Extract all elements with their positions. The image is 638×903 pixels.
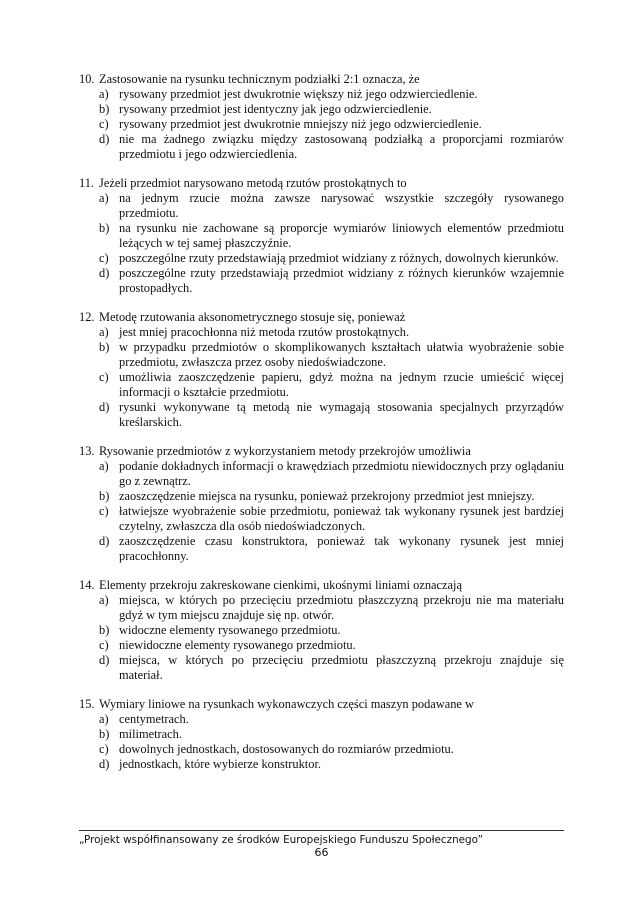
question-number: 12. [79,310,95,324]
question-header [79,578,564,593]
answer-option [99,638,564,653]
answer-option [99,727,564,742]
question-number: 15. [79,697,95,711]
question-14 [79,578,564,683]
question-text: Rysowanie przedmiotów z wykorzystaniem metody przekrojów umożliwia [99,444,471,458]
answer-letter: b) [99,727,110,741]
question-text: Zastosowanie na rysunku technicznym podziałki 2:1 oznacza, że [99,72,420,86]
answer-letter: a) [99,325,109,339]
page-number: 66 [314,846,329,859]
question-text: Jeżeli przedmiot narysowano metodą rzutów prostokątnych to [99,176,407,190]
answer-text: centymetrach. [119,712,189,726]
question-text: Metodę rzutowania aksonometrycznego stosuje się, ponieważ [99,310,406,324]
footer-divider [79,830,564,831]
answer-letter: b) [99,102,110,116]
answer-text: widoczne elementy rysowanego przedmiotu. [119,623,341,637]
answer-text: podanie dokładnych informacji o krawędziach przedmiotu niewidocznych przy oglądaniu go z zewnątrz. [119,459,564,488]
answer-letter: b) [99,340,110,354]
answer-text: na jednym rzucie można zawsze narysować wszystkie szczegóły rysowanego przedmiotu. [119,191,564,220]
answer-letter: d) [99,132,110,146]
answer-text: na rysunku nie zachowane są proporcje wymiarów liniowych elementów przedmiotu leżących w tej samej płaszczyźnie. [119,221,564,250]
answer-letter: a) [99,87,109,101]
answer-text: miejsca, w których po przecięciu przedmiotu płaszczyzną przekroju znajduje się materiał. [119,653,564,682]
answer-option [99,653,564,683]
answer-letter: c) [99,251,109,265]
question-13 [79,444,564,564]
answer-option [99,132,564,162]
answer-letter: b) [99,221,110,235]
answer-option [99,325,564,340]
question-text: Elementy przekroju zakreskowane cienkimi, ukośnymi liniami oznaczają [99,578,462,592]
answer-option [99,459,564,489]
answer-letter: d) [99,653,110,667]
answer-letter: d) [99,400,110,414]
answer-text: jednostkach, które wybierze konstruktor. [119,757,321,771]
answer-letter: a) [99,712,109,726]
answer-list [79,459,564,564]
answer-option [99,757,564,772]
answer-letter: c) [99,117,109,131]
question-10 [79,72,564,162]
answer-option [99,400,564,430]
answer-letter: b) [99,489,110,503]
answer-option [99,266,564,296]
answer-letter: a) [99,593,109,607]
answer-text: niewidoczne elementy rysowanego przedmiotu. [119,638,356,652]
answer-letter: d) [99,534,110,548]
footer-funding-note: „Projekt współfinansowany ze środków Europejskiego Funduszu Społecznego” [79,834,484,846]
question-header [79,310,564,325]
answer-text: nie ma żadnego związku między zastosowaną podziałką a proporcjami rozmiarów przedmiotu i jego odzwierciedlenia. [119,132,564,161]
answer-letter: c) [99,742,109,756]
answer-option [99,712,564,727]
answer-text: umożliwia zaoszczędzenie papieru, gdyż można na jednym rzucie umieścić więcej informacji o kształcie przedmiotu. [119,370,564,399]
question-12 [79,310,564,430]
answer-option [99,191,564,221]
answer-text: rysowany przedmiot jest identyczny jak jego odzwierciedlenie. [119,102,432,116]
answer-option [99,340,564,370]
answer-text: poszczególne rzuty przedstawiają przedmiot widziany z różnych kierunków wzajemnie prostopadłych. [119,266,564,295]
question-15 [79,697,564,772]
question-number: 10. [79,72,95,86]
question-number: 14. [79,578,95,592]
answer-text: w przypadku przedmiotów o skomplikowanych kształtach ułatwia wyobrażenie sobie przedmiotu, zwłaszcza przez osoby niedoświadczone. [119,340,564,369]
answer-letter: a) [99,459,109,473]
answer-option [99,504,564,534]
answer-option [99,534,564,564]
answer-letter: c) [99,504,109,518]
answer-text: miejsca, w których po przecięciu przedmiotu płaszczyzną przekroju nie ma materiału gdyż w tym miejscu znajduje się np. otwór. [119,593,564,622]
answer-text: zaoszczędzenie czasu konstruktora, ponieważ tak wykonany rysunek jest mniej pracochłonny. [119,534,564,563]
question-header [79,697,564,712]
answer-text: zaoszczędzenie miejsca na rysunku, ponieważ przekrojony przedmiot jest mniejszy. [119,489,535,503]
answer-text: milimetrach. [119,727,182,741]
answer-text: łatwiejsze wyobrażenie sobie przedmiotu, ponieważ tak wykonany rysunek jest bardziej czytelny, zwłaszcza dla osób niedoświadczonych. [119,504,564,533]
answer-list [79,87,564,162]
answer-option [99,489,564,504]
answer-text: poszczególne rzuty przedstawiają przedmiot widziany z różnych, dowolnych kierunków. [119,251,559,265]
question-11 [79,176,564,296]
answer-option [99,370,564,400]
answer-letter: b) [99,623,110,637]
answer-letter: d) [99,266,110,280]
answer-list [79,593,564,683]
answer-text: rysunki wykonywane tą metodą nie wymagają stosowania specjalnych przyrządów kreślarskich. [119,400,564,429]
answer-text: dowolnych jednostkach, dostosowanych do rozmiarów przedmiotu. [119,742,454,756]
answer-option [99,102,564,117]
question-number: 11. [79,176,95,190]
answer-letter: a) [99,191,109,205]
question-header [79,72,564,87]
answer-option [99,623,564,638]
answer-text: rysowany przedmiot jest dwukrotnie większy niż jego odzwierciedlenie. [119,87,478,101]
answer-list [79,325,564,430]
answer-option [99,593,564,623]
answer-option [99,87,564,102]
answer-option [99,742,564,757]
answer-list [79,191,564,296]
answer-text: rysowany przedmiot jest dwukrotnie mniejszy niż jego odzwierciedlenie. [119,117,482,131]
question-header [79,176,564,191]
answer-letter: c) [99,370,109,384]
question-list [79,72,564,786]
answer-list [79,712,564,772]
answer-option [99,221,564,251]
question-number: 13. [79,444,95,458]
answer-option [99,251,564,266]
answer-letter: c) [99,638,109,652]
question-text: Wymiary liniowe na rysunkach wykonawczych części maszyn podawane w [99,697,474,711]
question-header [79,444,564,459]
answer-option [99,117,564,132]
answer-text: jest mniej pracochłonna niż metoda rzutów prostokątnych. [119,325,410,339]
answer-letter: d) [99,757,110,771]
